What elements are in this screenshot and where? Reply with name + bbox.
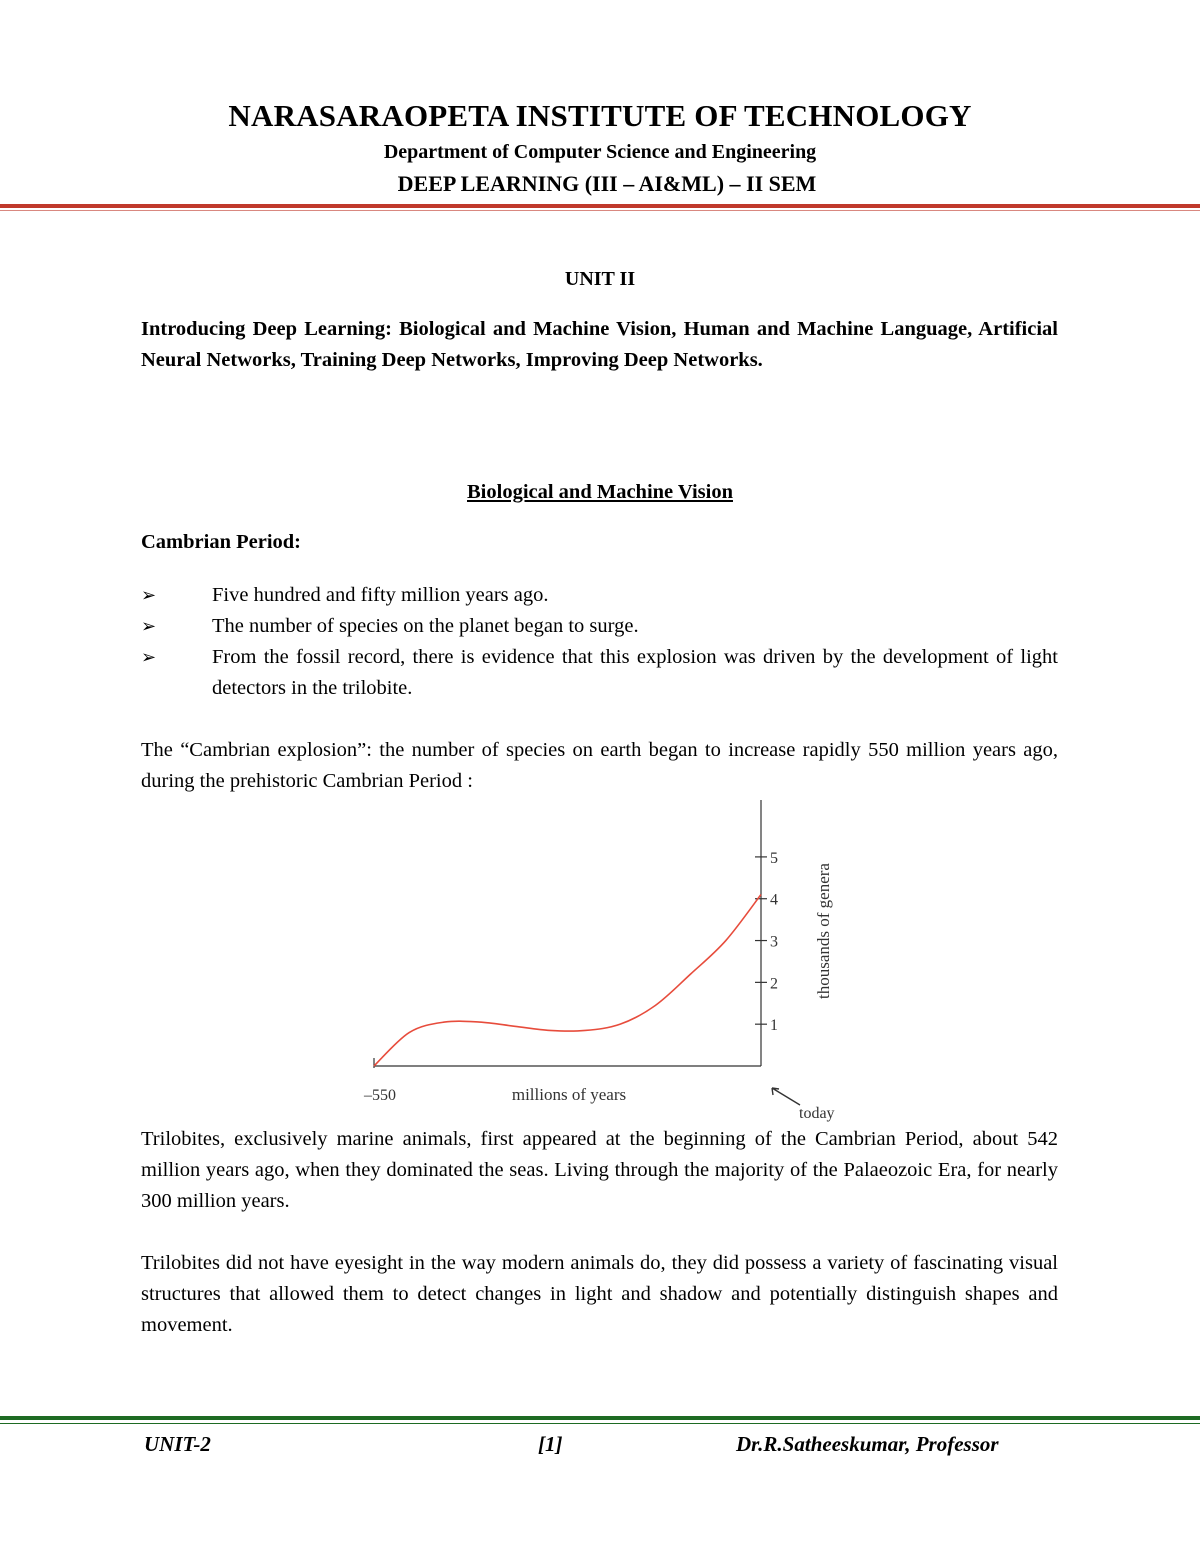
institute-title: NARASARAOPETA INSTITUTE OF TECHNOLOGY [228, 98, 972, 133]
arrow-bullet-icon: ➢ [141, 647, 157, 667]
arrow-bullet-icon: ➢ [141, 616, 157, 636]
bullet-item [141, 580, 1058, 611]
footer-divider [0, 1416, 1200, 1420]
footer-unit: UNIT-2 [144, 1432, 211, 1456]
y-tick-label: 3 [770, 933, 778, 951]
y-axis-label: thousands of genera [814, 863, 833, 999]
y-tick-label: 4 [770, 891, 778, 909]
unit-intro: Introducing Deep Learning: Biological and Machine Vision, Human and Machine Language, Artificial Neural Networks, Training Deep Networks, Improving Deep Networks. [141, 318, 1058, 371]
x-axis-label: millions of years [511, 1085, 627, 1104]
bullet-item [141, 611, 1058, 642]
course-title: DEEP LEARNING (III – AI&ML) – II SEM [397, 171, 817, 196]
header-divider [0, 204, 1200, 208]
today-arrow-icon [772, 1088, 800, 1105]
department-name: Department of Computer Science and Engineering [383, 141, 817, 163]
today-annotation: today [799, 1105, 835, 1122]
footer-divider-thin [0, 1423, 1200, 1424]
genera-curve [374, 895, 761, 1066]
bullet-item [141, 642, 1058, 704]
cambrian-chart [340, 796, 900, 1126]
bullet-text: Five hundred and fifty million years ago. [212, 584, 549, 606]
section-heading: Biological and Machine Vision [467, 481, 733, 503]
y-ticks [755, 850, 778, 1034]
cambrian-bullet-list [141, 580, 1058, 704]
chart-axes [374, 800, 761, 1068]
trilobite-paragraph-1: Trilobites, exclusively marine animals, first appeared at the beginning of the Cambrian Period, about 542 million years ago, when they dominated the seas. Living through the majority of the Palaeozoic Era, for nearly 300 million years. [141, 1128, 1058, 1212]
footer-author: Dr.R.Satheeskumar, Professor [736, 1432, 999, 1456]
cambrian-heading: Cambrian Period: [141, 531, 301, 553]
x-tick-label: –550 [364, 1087, 396, 1104]
bullet-text: From the fossil record, there is evidence that this explosion was driven by the development of light detectors in the trilobite. [212, 646, 1058, 699]
y-tick-label: 5 [770, 849, 778, 867]
unit-title: UNIT II [564, 268, 636, 290]
footer-page-number: [1] [538, 1432, 563, 1456]
bullet-text: The number of species on the planet began to surge. [212, 615, 639, 637]
y-tick-label: 1 [770, 1017, 778, 1035]
trilobite-paragraph-2: Trilobites did not have eyesight in the way modern animals do, they did possess a variety of fascinating visual structures that allowed them to detect changes in light and shadow and potentially distinguish shapes and movement. [141, 1252, 1058, 1336]
header-divider-thin [0, 210, 1200, 211]
explosion-paragraph: The “Cambrian explosion”: the number of species on earth began to increase rapidly 550 million years ago, during the prehistoric Cambrian Period : [141, 739, 1058, 792]
arrow-bullet-icon: ➢ [141, 585, 157, 605]
y-tick-label: 2 [770, 975, 778, 993]
